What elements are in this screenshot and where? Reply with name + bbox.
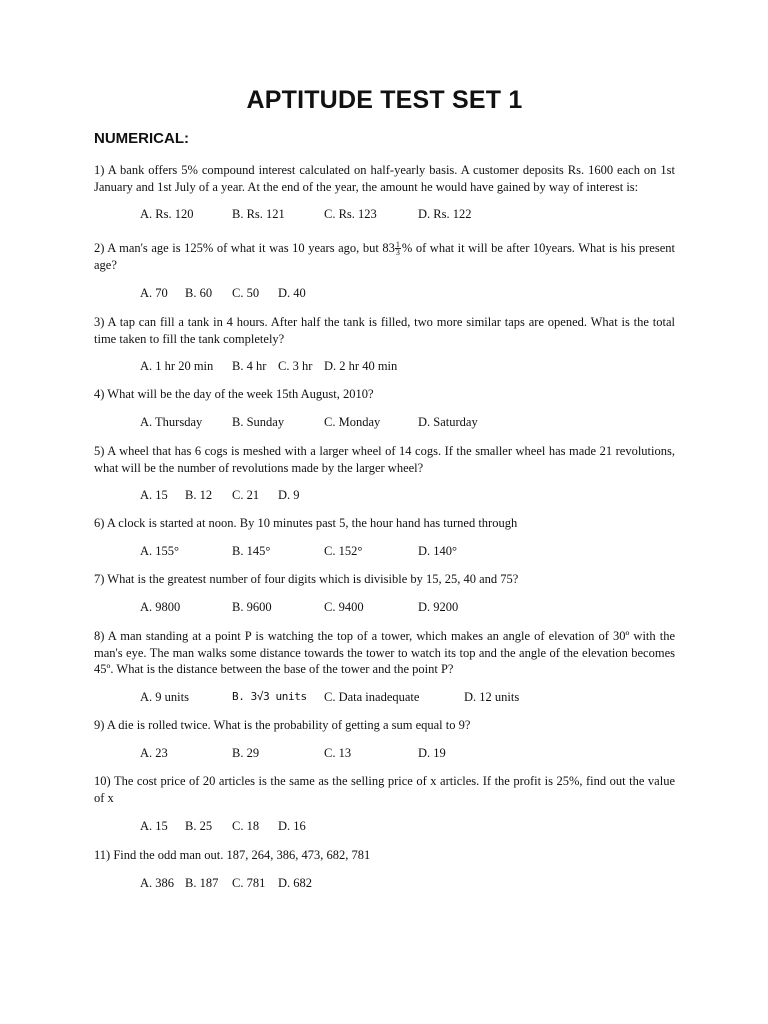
question-1: [94, 162, 675, 195]
option-a: A. 386: [140, 876, 175, 890]
option-a: A. 1 hr 20 min: [140, 359, 214, 373]
question-3: [94, 314, 675, 347]
question-text: 7) What is the greatest number of four digits which is divisible by 15, 25, 40 and 75?: [94, 572, 519, 586]
option-a: A. Rs. 120: [140, 207, 194, 221]
question-text: 4) What will be the day of the week 15th August, 2010?: [94, 387, 374, 401]
option-b: B. 12: [185, 488, 213, 502]
option-d: D. Saturday: [418, 415, 478, 429]
question-4: [94, 386, 675, 403]
option-c: C. 9400: [324, 600, 364, 614]
option-d: D. 12 units: [464, 690, 520, 704]
question-text: 6) A clock is started at noon. By 10 minutes past 5, the hour hand has turned through: [94, 516, 518, 530]
option-a: A. 155°: [140, 544, 180, 558]
option-d: D. Rs. 122: [418, 207, 472, 221]
question-text: 8) A man standing at a point P is watching the top of a tower, which makes an angle of elevation of 30º with the man's eye. The man walks some distance towards the tower to watch its top and the angle of the elevation becomes 45º. What is the distance between the base of the tower and the point P?: [94, 629, 675, 676]
option-b: B. 9600: [232, 600, 272, 614]
question-10: [94, 773, 675, 806]
option-d: D. 140°: [418, 544, 458, 558]
question-6: [94, 515, 675, 532]
option-d: D. 40: [278, 286, 306, 300]
option-b: B. 145°: [232, 544, 271, 558]
question-text: 11) Find the odd man out. 187, 264, 386, 473, 682, 781: [94, 848, 371, 862]
section-heading: NUMERICAL:: [94, 130, 189, 147]
option-c: C. Rs. 123: [324, 207, 377, 221]
option-c: C. 13: [324, 746, 352, 760]
question-text-start: 2) A man's age is 125% of what it was 10 years ago, but 83: [94, 241, 395, 255]
option-d: D. 16: [278, 819, 306, 833]
option-c: C. 152°: [324, 544, 363, 558]
option-c: C. Monday: [324, 415, 381, 429]
question-text: 9) A die is rolled twice. What is the probability of getting a sum equal to 9?: [94, 718, 471, 732]
option-b: B. 4 hr: [232, 359, 267, 373]
option-a: A. 23: [140, 746, 168, 760]
option-b: B. 29: [232, 746, 260, 760]
question-7: [94, 571, 675, 588]
option-a: A. Thursday: [140, 415, 203, 429]
option-a: A. 70: [140, 286, 168, 300]
question-2: [94, 240, 675, 273]
option-b: B. 187: [185, 876, 219, 890]
option-c: C. Data inadequate: [324, 690, 420, 704]
option-d: D. 9200: [418, 600, 459, 614]
option-d: D. 682: [278, 876, 313, 890]
question-text: 1) A bank offers 5% compound interest calculated on half-yearly basis. A customer deposits Rs. 1600 each on 1st January and 1st July of a year. At the end of the year, the amount he would have gained by way of interest is:: [94, 163, 675, 194]
question-11: [94, 847, 675, 864]
page-title: APTITUDE TEST SET 1: [246, 86, 523, 114]
question-text: 5) A wheel that has 6 cogs is meshed with a larger wheel of 14 cogs. If the smaller wheel has made 21 revolutions, what will be the number of revolutions made by the larger wheel?: [94, 444, 675, 475]
question-8: [94, 628, 675, 678]
question-5: [94, 443, 675, 476]
option-c: C. 781: [232, 876, 266, 890]
option-c: C. 18: [232, 819, 260, 833]
fraction: [395, 241, 401, 256]
option-d: D. 19: [418, 746, 446, 760]
option-b: B. 60: [185, 286, 213, 300]
option-a: A. 15: [140, 488, 168, 502]
option-b: B. 3√3 units: [232, 690, 307, 703]
option-a: A. 9800: [140, 600, 181, 614]
option-d: D. 9: [278, 488, 300, 502]
option-c: C. 50: [232, 286, 260, 300]
option-a: A. 9 units: [140, 690, 189, 704]
fraction-denominator: 3: [395, 247, 400, 257]
question-text: 10) The cost price of 20 articles is the same as the selling price of x articles. If the profit is 25%, find out the value of x: [94, 774, 675, 805]
option-b: B. Rs. 121: [232, 207, 285, 221]
option-d: D. 2 hr 40 min: [324, 359, 398, 373]
question-text: 3) A tap can fill a tank in 4 hours. After half the tank is filled, two more similar taps are opened. What is the total time taken to fill the tank completely?: [94, 315, 675, 346]
fraction-numerator: 1: [395, 239, 400, 249]
option-c: C. 21: [232, 488, 260, 502]
option-b: B. Sunday: [232, 415, 285, 429]
question-9: [94, 717, 675, 734]
question-text-end: % of what it will be after 10years. What is his present age?: [94, 241, 675, 272]
option-c: C. 3 hr: [278, 359, 313, 373]
option-b: B. 25: [185, 819, 213, 833]
option-a: A. 15: [140, 819, 168, 833]
